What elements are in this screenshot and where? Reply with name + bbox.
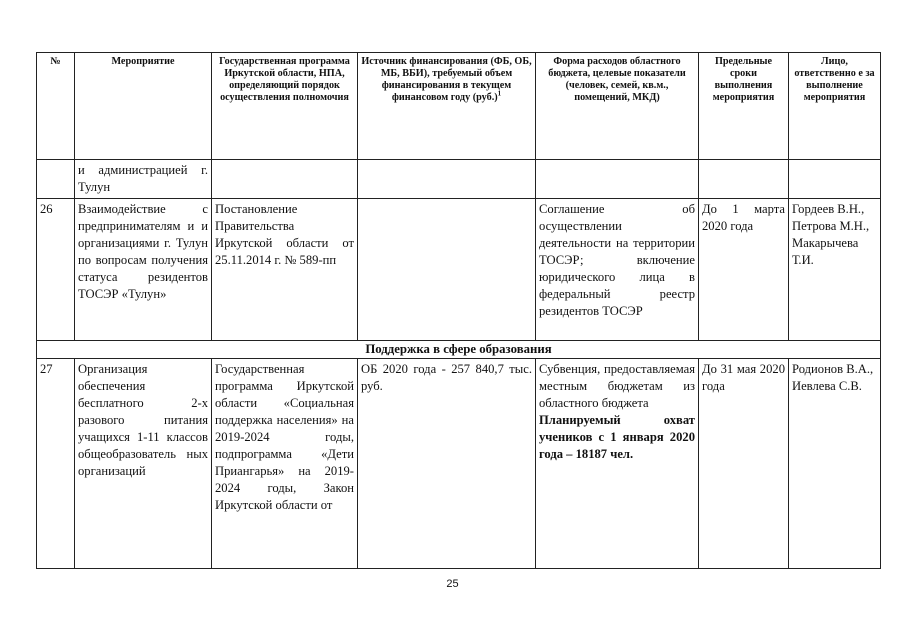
cell-num: 26 (37, 199, 75, 341)
cell-deadline: До 1 марта 2020 года (699, 199, 789, 341)
cell-source (358, 199, 536, 341)
cell-event: и администрацией г. Тулун (75, 160, 212, 199)
cell-program: Государственная программа Иркутской области «Социальная поддержка населения» на 2019-2024 годы, подпрограмма «Дети Приангарья» на 2019-2024 годы, Закон Иркутской области от (212, 359, 358, 569)
footnote-marker: 1 (497, 89, 502, 98)
cell-form (536, 359, 699, 569)
section-row (37, 341, 881, 359)
cell-source: ОБ 2020 года - 257 840,7 тыс. руб. (358, 359, 536, 569)
header-form: Форма расходов областного бюджета, целевые показатели (человек, семей, кв.м., помещений, МКД) (536, 53, 699, 160)
header-event: Мероприятие (75, 53, 212, 160)
section-title: Поддержка в сфере образования (37, 341, 881, 359)
header-deadline: Предельные сроки выполнения мероприятия (699, 53, 789, 160)
form-bold-text: Планируемый охват учеников с 1 января 2020 года – 18187 чел. (539, 413, 695, 461)
cell-empty (212, 160, 358, 199)
cell-empty (37, 160, 75, 199)
header-source (358, 53, 536, 160)
page-number: 25 (446, 578, 459, 590)
cell-person: Гордеев В.Н., Петрова М.Н., Макарычева Т.И. (789, 199, 881, 341)
table-row-27 (37, 359, 881, 569)
cell-person: Родионов В.А., Иевлева С.В. (789, 359, 881, 569)
cell-deadline: До 31 мая 2020 года (699, 359, 789, 569)
table-row-26 (37, 199, 881, 341)
header-program: Государственная программа Иркутской области, НПА, определяющий порядок осуществления полномочия (212, 53, 358, 160)
cell-event: Взаимодействие с предпринимателям и и организациями г. Тулун по вопросам получения статуса резидентов ТОСЭР «Тулун» (75, 199, 212, 341)
table-header-row (37, 53, 881, 160)
cell-empty (699, 160, 789, 199)
cell-event: Организация обеспечения бесплатного 2-х разового питания учащихся 1-11 классов общеобразователь ных организаций (75, 359, 212, 569)
form-plain-text: Субвенция, предоставляемая местным бюджетам из областного бюджета (539, 362, 695, 410)
table-row-continuation (37, 160, 881, 199)
cell-empty (536, 160, 699, 199)
cell-empty (789, 160, 881, 199)
cell-empty (358, 160, 536, 199)
header-source-text: Источник финансирования (ФБ, ОБ, МБ, ВБИ), требуемый объем финансирования в текущем финансовом году (руб.) (361, 56, 532, 103)
header-num: № (37, 53, 75, 160)
measures-table (36, 52, 881, 569)
cell-form: Соглашение об осуществлении деятельности на территории ТОСЭР; включение юридического лица в федеральный реестр резидентов ТОСЭР (536, 199, 699, 341)
header-person: Лицо, ответственно е за выполнение мероприятия (789, 53, 881, 160)
cell-num: 27 (37, 359, 75, 569)
cell-program: Постановление Правительства Иркутской области от 25.11.2014 г. № 589-пп (212, 199, 358, 341)
